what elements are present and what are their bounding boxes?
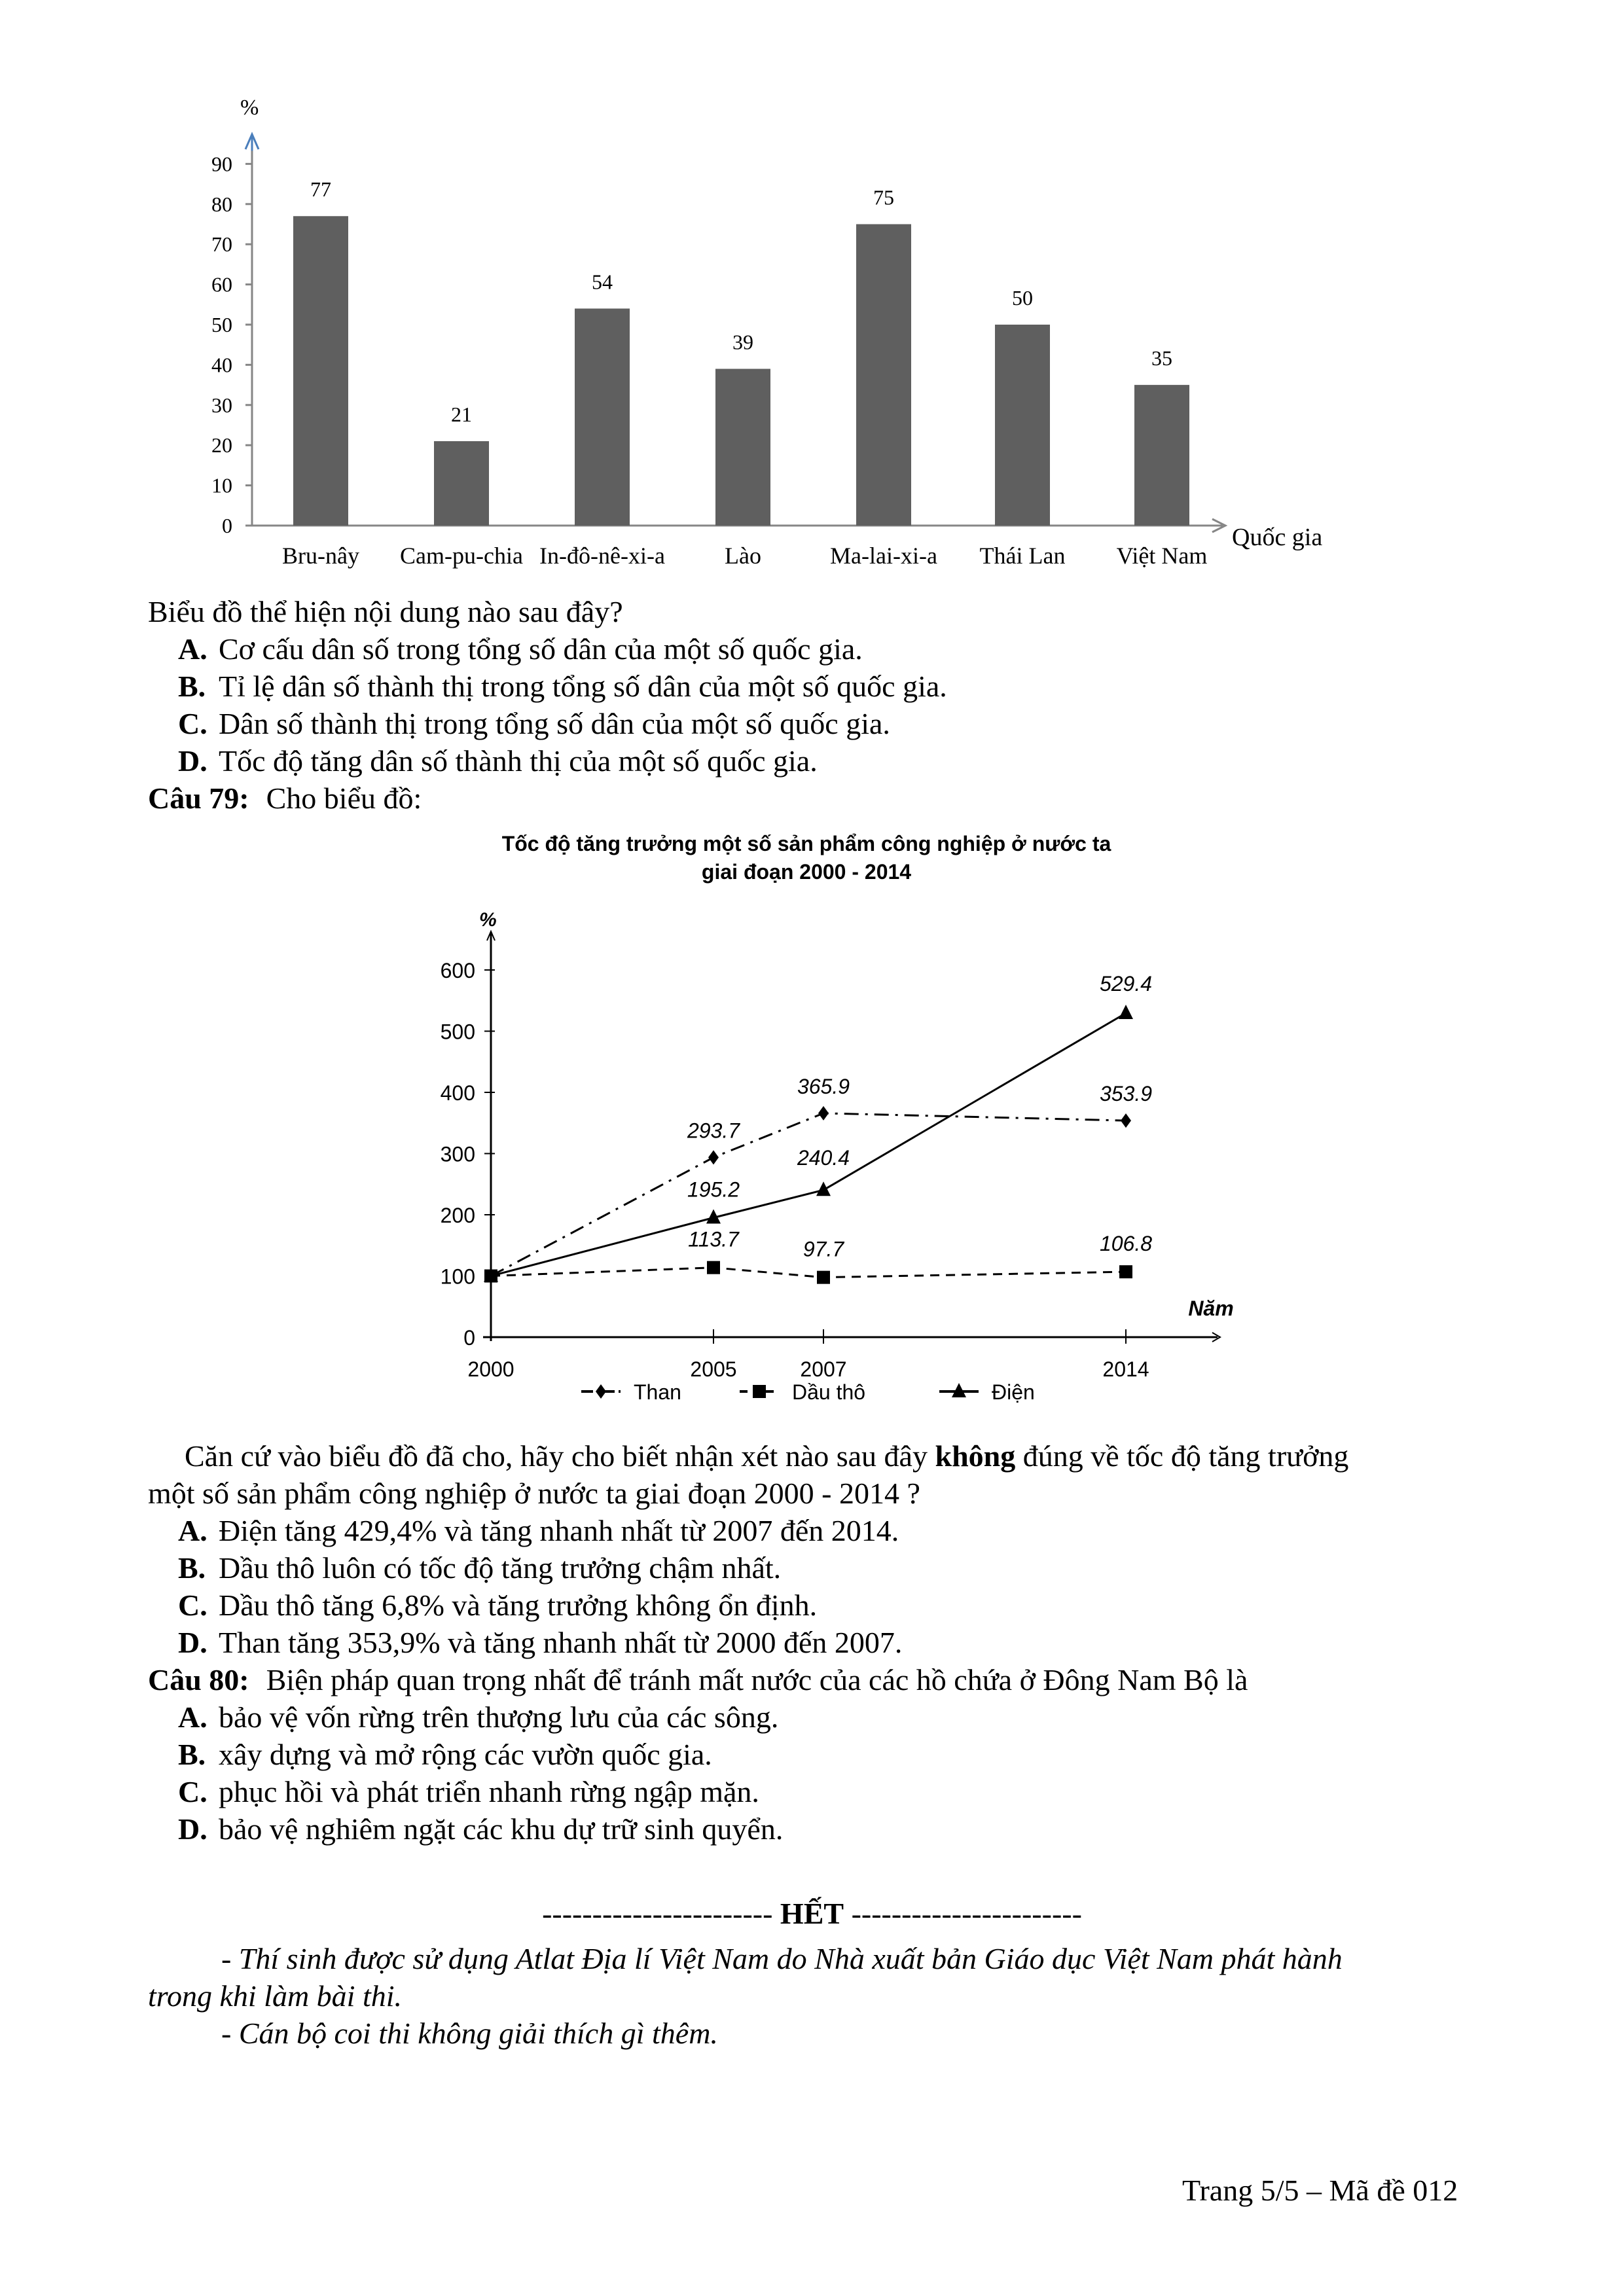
option-text: Điện tăng 429,4% và tăng nhanh nhất từ 2007 đến 2014. — [219, 1514, 899, 1547]
diamond-marker-icon — [708, 1150, 719, 1164]
y-axis-label: % — [240, 96, 259, 120]
note-proctor: - Cán bộ coi thi không giải thích gì thêm. — [221, 2017, 718, 2050]
legend-label: Điện — [992, 1380, 1035, 1404]
q78-option-d — [178, 742, 818, 780]
series-line — [491, 1268, 1126, 1278]
category-label: Cam-pu-chia — [400, 543, 523, 569]
q79-stem-line1 — [185, 1437, 1348, 1475]
stem-text: Căn cứ vào biểu đồ đã cho, hãy cho biết nhận xét nào sau đây — [185, 1439, 935, 1473]
page-footer: Trang 5/5 – Mã đề 012 — [1182, 2174, 1458, 2207]
diamond-marker-icon — [818, 1106, 829, 1121]
y-tick-label: 500 — [440, 1020, 475, 1044]
diamond-marker-icon — [596, 1384, 606, 1399]
q78-option-c — [178, 705, 890, 743]
legend-label: Dầu thô — [792, 1380, 866, 1404]
option-text: Than tăng 353,9% và tăng nhanh nhất từ 2000 đến 2007. — [219, 1626, 903, 1659]
option-letter: B. — [178, 1738, 206, 1771]
q79-option-a — [178, 1512, 899, 1550]
question-label: Câu 80: — [148, 1663, 249, 1696]
bar-value-label: 75 — [873, 185, 894, 209]
data-point-label: 365.9 — [797, 1074, 850, 1098]
bar-value-label: 50 — [1012, 286, 1033, 310]
y-tick-label: 10 — [211, 473, 232, 497]
bar — [715, 369, 770, 526]
q79-stem-line2: một số sản phẩm công nghiệp ở nước ta giai đoạn 2000 - 2014 ? — [148, 1477, 920, 1510]
bar — [1134, 385, 1189, 526]
question-label: Câu 79: — [148, 781, 249, 815]
y-tick-label: 40 — [211, 353, 232, 377]
x-axis-label: Quốc gia — [1232, 524, 1323, 551]
square-marker-icon — [707, 1261, 720, 1274]
q80-heading — [148, 1661, 1248, 1699]
question-intro: Cho biểu đồ: — [266, 781, 422, 815]
stem-text: đúng về tốc độ tăng trưởng — [1015, 1439, 1349, 1473]
option-text: xây dựng và mở rộng các vườn quốc gia. — [219, 1738, 712, 1771]
end-word: HẾT — [780, 1897, 844, 1930]
category-label: Bru-nây — [282, 543, 359, 569]
option-text: Cơ cấu dân số trong tổng số dân của một số quốc gia. — [219, 632, 863, 666]
category-label: In-đô-nê-xi-a — [539, 543, 665, 569]
end-marker — [0, 1895, 1624, 1933]
x-axis-label: Năm — [1188, 1297, 1234, 1320]
question-stem: Biện pháp quan trọng nhất để tránh mất nước của các hồ chứa ở Đông Nam Bộ là — [266, 1663, 1248, 1696]
option-letter: D. — [178, 1626, 208, 1659]
x-tick-label: 2005 — [690, 1357, 737, 1381]
y-tick-label: 20 — [211, 433, 232, 457]
q78-stem: Biểu đồ thể hiện nội dung nào sau đây? — [148, 595, 623, 628]
y-tick-label: 0 — [463, 1326, 475, 1350]
data-point-label: 97.7 — [803, 1237, 844, 1261]
option-letter: A. — [178, 1700, 208, 1734]
option-letter: C. — [178, 707, 208, 740]
end-dashes-right: ----------------------- — [851, 1897, 1082, 1930]
category-label: Việt Nam — [1116, 543, 1208, 569]
y-axis-label: % — [479, 909, 497, 931]
bar-value-label: 77 — [310, 177, 331, 202]
data-point-label: 353.9 — [1099, 1082, 1153, 1106]
q79-option-c — [178, 1587, 817, 1624]
q80-option-d — [178, 1810, 783, 1848]
y-tick-label: 600 — [440, 959, 475, 982]
x-tick-label: 2000 — [467, 1357, 514, 1381]
y-tick-label: 50 — [211, 313, 232, 336]
triangle-marker-icon — [1119, 1005, 1133, 1019]
bar — [856, 224, 911, 526]
option-text: Dầu thô tăng 6,8% và tăng trưởng không ổn định. — [219, 1588, 818, 1622]
option-text: Dầu thô luôn có tốc độ tăng trưởng chậm nhất. — [219, 1551, 782, 1585]
x-tick-label: 2014 — [1102, 1357, 1149, 1381]
data-point-label: 195.2 — [687, 1177, 740, 1202]
series-line — [491, 1013, 1126, 1276]
option-letter: D. — [178, 744, 208, 778]
option-text: Tỉ lệ dân số thành thị trong tổng số dân của một số quốc gia. — [219, 670, 947, 703]
option-letter: A. — [178, 1514, 208, 1547]
option-text: Tốc độ tăng dân số thành thị của một số quốc gia. — [219, 744, 818, 778]
data-point-label: 293.7 — [687, 1119, 740, 1143]
data-point-label: 113.7 — [688, 1227, 739, 1251]
option-letter: A. — [178, 632, 208, 666]
note-atlat-line2: trong khi làm bài thi. — [148, 1979, 403, 2013]
bar — [434, 441, 489, 526]
category-label: Lào — [725, 543, 761, 569]
bar-value-label: 21 — [451, 403, 472, 427]
y-tick-label: 90 — [211, 152, 232, 176]
diamond-marker-icon — [1121, 1113, 1131, 1128]
q79-option-b — [178, 1549, 781, 1587]
q78-option-a — [178, 630, 863, 668]
data-point-label: 529.4 — [1099, 972, 1153, 996]
square-marker-icon — [817, 1271, 830, 1284]
category-label: Ma-lai-xi-a — [830, 543, 937, 569]
square-marker-icon — [1119, 1265, 1132, 1278]
option-letter: B. — [178, 670, 206, 703]
y-tick-label: 60 — [211, 272, 232, 296]
bar-value-label: 39 — [732, 330, 753, 354]
option-letter: D. — [178, 1812, 208, 1846]
end-dashes-left: ----------------------- — [542, 1897, 773, 1930]
x-tick-label: 2007 — [800, 1357, 847, 1381]
option-text: phục hồi và phát triển nhanh rừng ngập mặn. — [219, 1775, 759, 1808]
y-tick-label: 70 — [211, 232, 232, 257]
chart-title: Tốc độ tăng trưởng một số sản phẩm công nghiệp ở nước ta — [501, 832, 1111, 855]
q78-option-b — [178, 668, 947, 706]
bar-value-label: 35 — [1151, 346, 1172, 370]
legend-label: Than — [634, 1380, 681, 1404]
option-letter: C. — [178, 1588, 208, 1622]
y-tick-label: 300 — [440, 1142, 475, 1166]
option-letter: C. — [178, 1775, 208, 1808]
bar-chart-urban-population — [0, 0, 1624, 589]
q80-option-c — [178, 1773, 759, 1811]
bar — [995, 325, 1050, 526]
line-chart-industrial-growth — [0, 812, 1624, 1427]
note-atlat-line1: - Thí sinh được sử dụng Atlat Địa lí Việt Nam do Nhà xuất bản Giáo dục Việt Nam phát hành — [221, 1942, 1343, 1975]
data-point-label: 106.8 — [1099, 1232, 1153, 1256]
y-tick-label: 100 — [440, 1265, 475, 1289]
option-text: Dân số thành thị trong tổng số dân của một số quốc gia. — [219, 707, 890, 740]
y-tick-label: 200 — [440, 1204, 475, 1227]
triangle-marker-icon — [816, 1181, 831, 1196]
data-point-label: 240.4 — [797, 1146, 850, 1170]
option-text: bảo vệ nghiêm ngặt các khu dự trữ sinh quyển. — [219, 1812, 784, 1846]
chart-subtitle: giai đoạn 2000 - 2014 — [701, 860, 912, 884]
y-tick-label: 30 — [211, 393, 232, 417]
bar — [293, 216, 348, 526]
q79-option-d — [178, 1624, 902, 1662]
category-label: Thái Lan — [979, 543, 1066, 569]
option-letter: B. — [178, 1551, 206, 1585]
option-text: bảo vệ vốn rừng trên thượng lưu của các sông. — [219, 1700, 779, 1734]
q80-option-b — [178, 1736, 712, 1774]
square-marker-icon — [753, 1385, 766, 1398]
bar — [575, 308, 630, 526]
stem-emphasis: không — [935, 1439, 1016, 1473]
bar-value-label: 54 — [592, 270, 613, 294]
y-tick-label: 400 — [440, 1081, 475, 1105]
y-tick-label: 80 — [211, 192, 232, 216]
y-tick-label: 0 — [222, 514, 232, 537]
q80-option-a — [178, 1698, 778, 1736]
